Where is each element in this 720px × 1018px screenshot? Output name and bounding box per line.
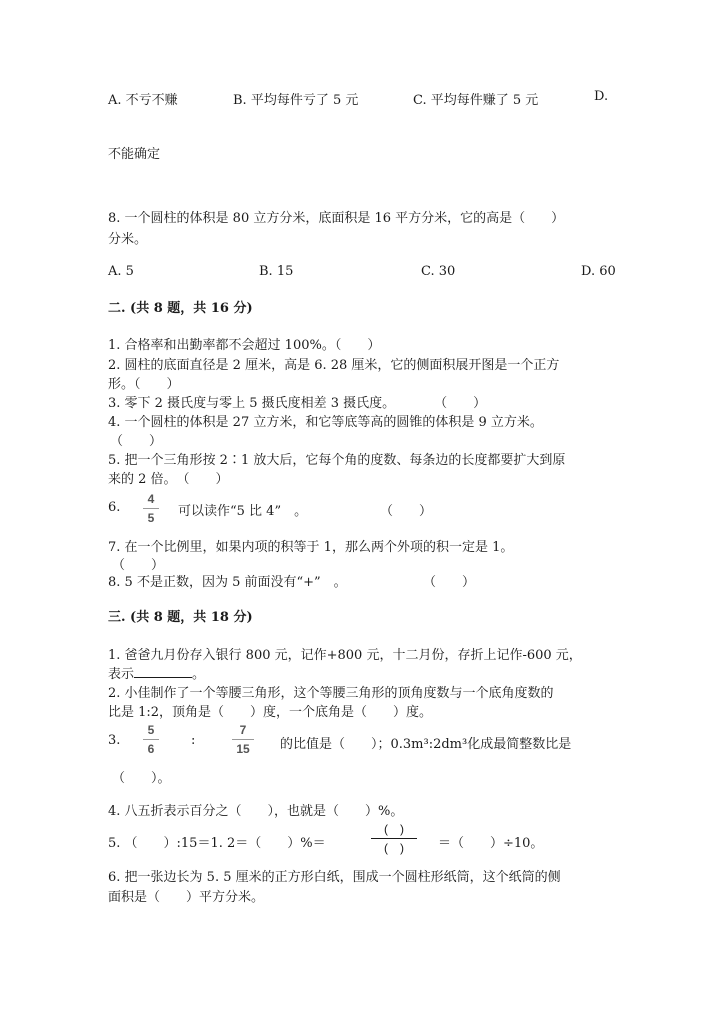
s2-q8-paren: （ ） (423, 575, 476, 590)
s3-q1-line2 (108, 663, 205, 682)
q8-option-b: B. 15 (259, 264, 294, 279)
answer-blank (134, 665, 192, 678)
s3-q3-line2: （ ）。 (112, 771, 171, 786)
s3-q5-part-b: ＝（ ）÷10。 (438, 836, 544, 851)
s2-line-4: 3. 零下 2 摄氏度与零上 5 摄氏度相差 3 摄氏度。 （ ） (108, 396, 487, 411)
s3-q4: 4. 八五折表示百分之（ ），也就是（ ）%。 (108, 804, 404, 819)
s2-line-6: （ ） (110, 434, 163, 449)
fraction-numerator: 5 (147, 723, 155, 737)
s3-q3-text: 的比值是（ ）；0.3m³:2dm³化成最简整数比是 (280, 737, 572, 752)
q7-option-a: A. 不亏不赚 (108, 93, 178, 108)
s3-q3-colon: : (191, 733, 196, 748)
s2-q7-line1: 7. 在一个比例里，如果内项的积等于 1，那么两个外项的积一定是 1。 (108, 540, 514, 555)
fraction-numerator: 4 (147, 492, 155, 506)
s2-q6-paren: （ ） (380, 504, 433, 519)
fraction-bar (232, 739, 254, 740)
s2-line-1: 1. 合格率和出勤率都不会超过 100%。（ ） (108, 338, 381, 353)
s3-q3-fraction-2 (232, 723, 254, 756)
s3-q6-line2: 面积是（ ）平方分米。 (108, 890, 265, 905)
s2-line-3: 形。（ ） (108, 377, 180, 392)
q8-option-d: D. 60 (581, 264, 616, 279)
fraction-denominator: 15 (236, 742, 250, 756)
s2-line-2: 2. 圆柱的底面直径是 2 厘米，高是 6. 28 厘米，它的侧面积展开图是一个正方 (108, 358, 560, 373)
s2-line-5: 4. 一个圆柱的体积是 27 立方米，和它等底等高的圆锥的体积是 9 立方米。 (108, 415, 543, 430)
fraction-denominator: 6 (147, 742, 155, 756)
section-2-title: 二. (共 8 题，共 16 分) (108, 301, 253, 316)
fraction-denominator: 5 (147, 511, 155, 525)
s3-q2-line1: 2. 小佳制作了一个等腰三角形，这个等腰三角形的顶角度数与一个底角度数的 (108, 686, 554, 701)
s3-q1-line1: 1. 爸爸九月份存入银行 800 元，记作+800 元，十二月份，存折上记作-600 元， (108, 648, 582, 663)
s3-q1-line2-text: 表示 (108, 667, 135, 682)
s2-line-8: 来的 2 倍。 （ ） (108, 472, 229, 487)
fraction-bar (371, 838, 417, 839)
s2-q7-line2: （ ） (112, 558, 165, 573)
q7-option-b: B. 平均每件亏了 5 元 (233, 93, 359, 108)
q7-option-d: D. (594, 89, 609, 104)
s2-q6-text: 可以读作“5 比 4” 。 (178, 504, 308, 519)
q7-option-c: C. 平均每件赚了 5 元 (413, 93, 539, 108)
s3-q2-line2: 比是 1:2，顶角是（ ）度，一个底角是（ ）度。 (108, 705, 433, 720)
q8-line1: 8. 一个圆柱的体积是 80 立方分米，底面积是 16 平方分米，它的高是（ ） (108, 211, 565, 226)
q7-option-d-text: 不能确定 (108, 147, 161, 162)
s2-line-7: 5. 把一个三角形按 2∶1 放大后，它每个角的度数、每条边的长度都要扩大到原 (108, 453, 566, 468)
s2-q6-fraction (143, 492, 159, 525)
fraction-bar (143, 508, 159, 509)
s3-q5-part-a: 5. （ ）:15＝1. 2＝（ ）%＝ (108, 836, 326, 851)
q8-option-c: C. 30 (421, 264, 456, 279)
fraction-denominator: ( ) (384, 841, 404, 855)
fraction-bar (143, 739, 159, 740)
s3-q3-number: 3. (108, 733, 121, 748)
section-3-title: 三. (共 8 题，共 18 分) (108, 610, 253, 625)
s3-q6-line1: 6. 把一张边长为 5. 5 厘米的正方形白纸，围成一个圆柱形纸筒，这个纸筒的侧 (108, 870, 561, 885)
s3-q3-fraction-1 (143, 723, 159, 756)
s2-q8-text: 8. 5 不是正数，因为 5 前面没有“+” 。 (108, 575, 347, 590)
s3-q5-fraction (371, 822, 417, 855)
fraction-numerator: ( ) (384, 822, 404, 836)
s2-q6-number: 6. (108, 500, 121, 515)
fraction-numerator: 7 (239, 723, 247, 737)
q8-line2: 分米。 (108, 232, 148, 247)
q8-option-a: A. 5 (108, 264, 134, 279)
s3-q1-line2-end: 。 (192, 667, 206, 682)
